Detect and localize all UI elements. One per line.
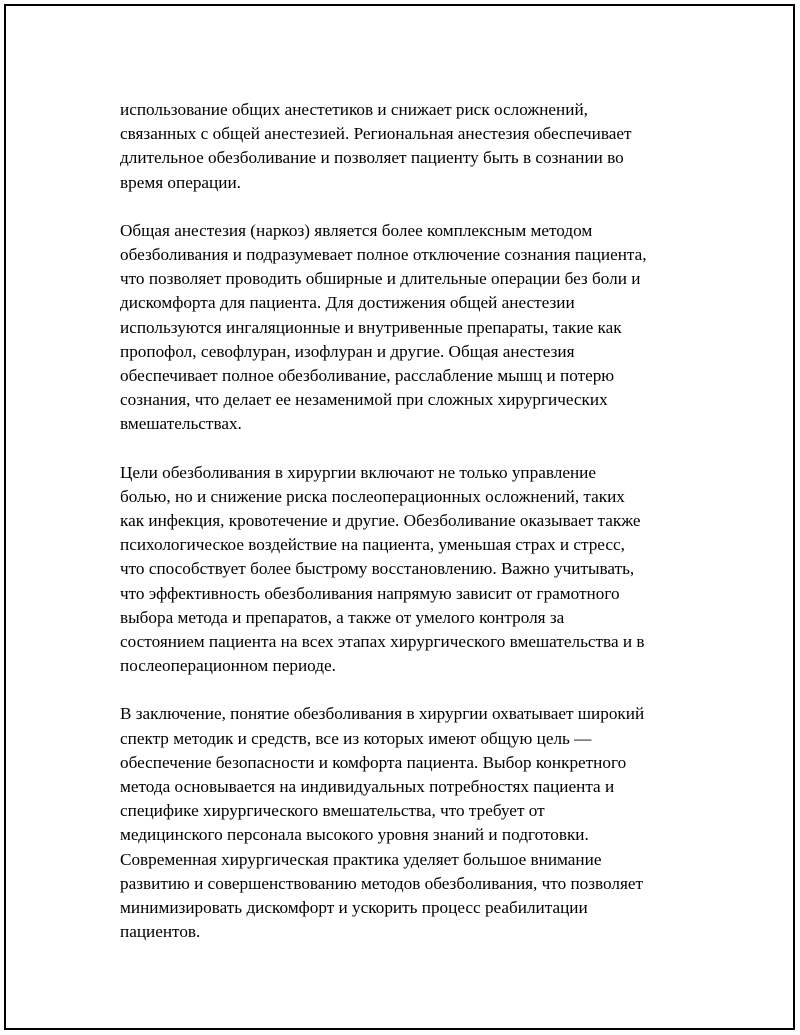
paragraph-conclusion: В заключение, понятие обезболивания в хирургии охватывает широкий спектр методик и средств, все из которых имеют общую цель — обеспечение безопасности и комфорта пациента. Выбор конкретного метода основывается на индивидуальных потребностях пациента и специфике хирургического вмешательства, что требует от медицинского персонала высокого уровня знаний и подготовки. Современная хирургическая практика уделяет большое внимание развитию и совершенствованию методов обезболивания, что позволяет минимизировать дискомфорт и ускорить процесс реабилитации пациентов. — [120, 704, 645, 942]
paragraph-regional-anesthesia: использование общих анестетиков и снижает риск осложнений, связанных с общей анестезией. Региональная анестезия обеспечивает длительное обезболивание и позволяет пациенту быть в сознании во время операции. — [120, 100, 632, 192]
document-body — [120, 98, 700, 969]
paragraph-anesthesia-goals: Цели обезболивания в хирургии включают не только управление болью, но и снижение риска послеоперационных осложнений, таких как инфекция, кровотечение и другие. Обезболивание оказывает также психологическое воздействие на пациента, уменьшая страх и стресс, что способствует более быстрому восстановлению. Важно учитывать, что эффективность обезболивания напрямую зависит от грамотного выбора метода и препаратов, а также от умелого контроля за состоянием пациента на всех этапах хирургического вмешательства и в послеоперационном периоде. — [120, 462, 645, 676]
paragraph-general-anesthesia: Общая анестезия (наркоз) является более комплексным методом обезболивания и подразумевает полное отключение сознания пациента, что позволяет проводить обширные и длительные операции без боли и дискомфорта для пациента. Для достижения общей анестезии используются ингаляционные и внутривенные препараты, такие как пропофол, севофлуран, изофлуран и другие. Общая анестезия обеспечивает полное обезболивание, расслабление мышц и потерю сознания, что делает ее незаменимой при сложных хирургических вмешательствах. — [120, 220, 647, 434]
page-border — [4, 4, 795, 1030]
